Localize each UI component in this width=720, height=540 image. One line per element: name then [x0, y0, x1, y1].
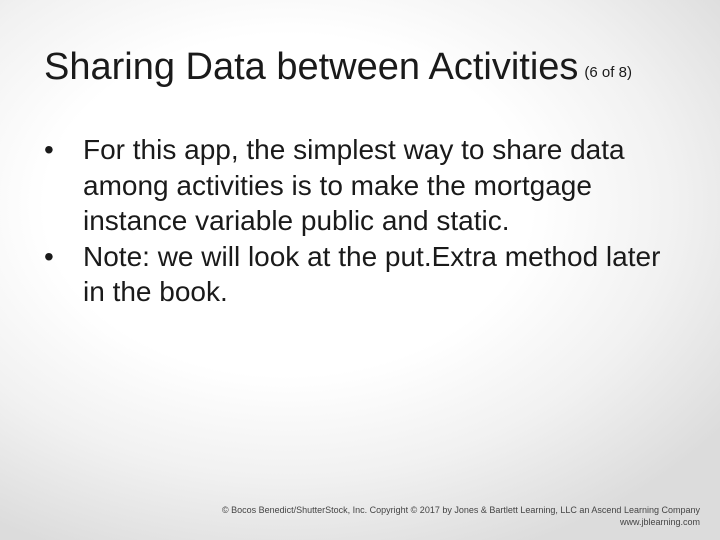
- bullet-marker: •: [44, 134, 54, 165]
- bullet-item: [44, 239, 684, 310]
- bullet-item: [44, 132, 684, 239]
- slide-title-text: Sharing Data between Activities: [44, 46, 579, 88]
- copyright-text: © Bocos Benedict/ShutterStock, Inc. Copyright © 2017 by Jones & Bartlett Learning, LLC an Ascend Learning Company: [221, 505, 700, 515]
- slide-subtitle: (6 of 8): [584, 64, 632, 81]
- publisher-url: www.jblearning.com: [619, 517, 700, 527]
- bullet-text: Note: we will look at the put.Extra method later in the book.: [83, 240, 661, 307]
- bullet-list: [44, 132, 684, 310]
- copyright-footer: [222, 504, 700, 528]
- bullet-marker: •: [44, 240, 54, 272]
- bullet-text: For this app, the simplest way to share data among activities is to make the mortgage instance variable public and static.: [83, 134, 625, 236]
- slide-title: [44, 44, 632, 98]
